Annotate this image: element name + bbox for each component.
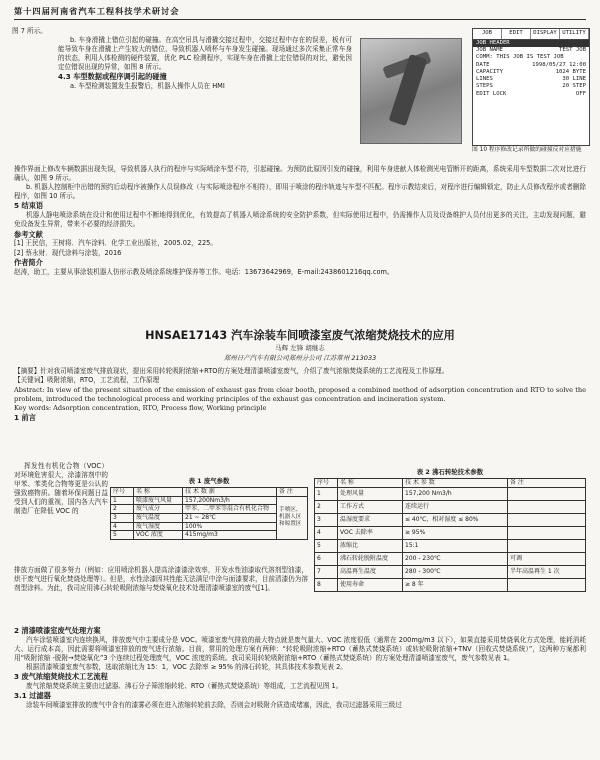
paragraph: 图 7 所示。: [12, 27, 47, 35]
table-header-row: 序号 名 称 技 术 数 据 备 注: [111, 487, 308, 496]
journal-header: 第十四届河南省汽车工程科技学术研讨会: [14, 6, 586, 20]
keywords-cn: 【关键词】吸附浓缩，RTO，工艺流程，工作原理: [14, 376, 160, 385]
table-row: 4 VOC 去除率 ≥ 95%: [315, 526, 586, 539]
table-row: 3 废气温度 21 ~ 28℃: [111, 513, 308, 522]
section-heading: 4.3 车型数据或程序调引起的碰撞: [58, 72, 167, 82]
tab-job: JOB: [473, 29, 502, 39]
table-row: 1 喷漆废气风量 157,200Nm3/h 手喷区、机器人区和晾置区: [111, 496, 308, 505]
table-caption: 表 2 沸石转轮技术参数: [416, 468, 484, 476]
section-heading: 5 结束语: [14, 201, 44, 211]
paragraph: 排放方面做了很多努力（例如：应用喷涂机器人提高涂漆漆涂效率，开发水性油漆取代溶剂型油漆，烘干废气进行氧化焚烧处理等）。但是，水性涂漆因其性能无法满足中涂与面漆要求，目前清漆仍为溶剂型涂料。为此，我司应用沸石转轮吸附浓缩与焚烧氧化技术处理清漆喷漆室的废气[1]。: [14, 566, 308, 593]
author-heading: 作者简介: [14, 257, 43, 267]
pendant-row: DATE 1998/05/27 12:00: [476, 61, 586, 68]
bottom-section: [14, 626, 586, 710]
paragraph: 涂装车间喷漆室排放的废气中含有的漆雾必须在进入浓缩转轮前去除，否则会对吸附介质造成堵塞，因此，我司过滤器采用三级过: [26, 701, 402, 710]
table-row: 8 使用寿命 ≥ 8 年: [315, 578, 586, 591]
table-row: 4 废气湿度 100%: [111, 522, 308, 531]
reference-item: [1] 王民信，王树将．汽车涂料．化学工业出版社，2005.02，225。: [14, 239, 217, 248]
table: [314, 478, 586, 592]
table-2: [314, 468, 586, 592]
paragraph: 根据清漆喷漆室废气参数，选取浓缩比为 15：1，VOC 去除率 ≥ 95% 的沸石转轮，其具体技术参数见表 2。: [26, 663, 347, 672]
paragraph: 汽车涂装喷漆室内连续换风，排放废气中主要成分是 VOC。喷漆室废气排放的最大特点就是废气量大、VOC 浓度很低（通常在 200mg/m3 以下），如果直接采用焚烧氧化方式处理，能耗消耗大、运行成本高，因此需要将喷漆室排放的废气进行浓缩。目前，常用的处理方案有两种：“转轮吸附浓缩+RTO（蓄热式焚烧系统）或转轮吸附浓缩+TNV（回收式焚烧系统）”，这两种方案都利用“吸附浓缩 -脱附→焚烧氧化”3 个连续过程处理废气，VOC 浓度的系统。我司采用转轮吸附浓缩+RTO（蓄热式焚烧系统）的方案处理清漆喷漆室废气，废气参数见表 1。: [14, 635, 586, 663]
pendant-row: EDIT LOCK OFF: [476, 90, 586, 97]
table-row: 7 高温再生温度 280 - 300℃ 半年高温再生 1 次: [315, 565, 586, 578]
pendant-row: JOB HEADER: [473, 40, 589, 47]
paragraph: b. 机器人控制柜中出错的预约后动程序被操作人员误修改（与实际喷涂程序不相符），即用于喷涂的程序轨迹与车型不匹配。程序示教结束后，对程序进行编辑锁定，防止人员修改程序或者删除程序，如图 10 所示。: [14, 183, 586, 201]
intro-continued: [14, 566, 308, 593]
pendant-tabs: [473, 29, 589, 40]
mid-section: [14, 165, 586, 277]
table-header-row: 序号 名 称 技 术 参 数 备 注: [315, 478, 586, 487]
table-row: 2 工作方式 连续运行: [315, 500, 586, 513]
tab-utility: UTILITY: [560, 29, 589, 39]
tab-display: DISPLAY: [531, 29, 560, 39]
abstract-cn: 【摘要】针对我司喷漆室废气排放现状，提出采用转轮吸附浓缩+RTO的方案处理清漆喷漆室废气，介绍了废气浓缩焚烧系统的工艺流程及工作原理。: [14, 367, 449, 375]
paragraph: a. 车型检测装置发生报警后，机器人操作人员在 HMI: [70, 82, 225, 91]
abstract-en: Abstract: In view of the present situation of the emission of exhaust gas from clear booth, proposed a combined method of adsorption concentration and RTO to solve the problem, introduced the technological process and working principles of the exhaust gas concentration and incineration system.: [14, 386, 586, 404]
pendant-row: LINES 30 LINE: [476, 76, 586, 83]
table-remark: 手喷区、机器人区和晾置区: [277, 496, 308, 539]
table-row: 6 沸石转轮脱附温度 200 - 230℃ 可调: [315, 552, 586, 565]
article-authors: 马辉 左锋 胡继志: [275, 344, 325, 352]
robot-photo: [360, 38, 462, 144]
keywords-en: Key words: Adsorption concentration, RTO, Process flow, Working principle: [14, 404, 267, 413]
table-1: [110, 477, 308, 540]
table: [110, 487, 308, 540]
paragraph: 操作界面上修改车辆数据出现失误，导致机器人执行的程序与实际喷涂车型不符，引起碰撞。为预防此原因引发的碰撞，利用车身进献人体检测光电管断开的距离，系统采用车型数据二次对比进行确认，如图 9 所示。: [14, 165, 586, 183]
paragraph: 挥发性有机化合物（VOC）对环境危害很大，涂漆溶剂中的甲苯、苯类化合物等更是公认的强致癌物质。随着环保问题日益受到人们的重视，国内各大汽车制造厂在降低 VOC 的: [14, 462, 108, 516]
paragraph: 机器人静电喷涂系统在设计和使用过程中不断地得到优化，有效提高了机器人喷涂系统的安全防护系数，但实际使用过程中，仍需操作人员及设备维护人员付出更多的关注，主动发现问题，避免设备发生异常，带来不必要的经济损失。: [14, 211, 586, 229]
pendant-row: CAPACITY 1024 BYTE: [476, 68, 586, 75]
teach-pendant-screen: [472, 28, 590, 146]
reference-item: [2] 蔡永财．现代涂料与涂装，2016: [14, 248, 122, 257]
pendant-row: JOB NAME TEST JOB: [476, 46, 586, 53]
pendant-row: COMM: THIS JOB IS TEST JOB: [476, 54, 564, 61]
paragraph: b. 车身滑撬上错位引起的碰撞。在高空吊具与滑撬交接过程中，交接过程中存在的误差，板有可能导致车身在滑撬上产生较大的错位，导致机器人喷杯与车身发生碰撞。现场通过多次采集正常车身的状态，利用人体检测的硬件装置，优化 PLC 检测程序，实现车身在滑撬上定位错误的对比，避免因定位错误出现的异常，如图 8 所示。: [58, 36, 352, 72]
section-heading: 3 废气浓缩焚烧技术工艺流程: [14, 672, 108, 682]
article-affiliation: 郑州日产汽车有限公司郑州分公司 江苏常州 213033: [223, 354, 377, 362]
abstract-block: [14, 367, 586, 423]
section-heading: 3.1 过滤器: [14, 691, 51, 701]
table-row: 5 VOC 浓度 415mg/m3: [111, 531, 308, 540]
table-row: 2 废气成分 甲苯、二甲苯等混合有机化合物: [111, 505, 308, 514]
tab-edit: EDIT: [502, 29, 531, 39]
paragraph: 废气浓缩焚烧系统主要由过滤器、沸石分子筛浓缩转轮、RTO（蓄热式焚烧系统）等组成，工艺流程见图 1。: [26, 682, 343, 691]
references-heading: 参考文献: [14, 229, 43, 239]
table-caption: 表 1 废气参数: [188, 477, 230, 485]
table-row: 1 处理风量 157,200 Nm3/h: [315, 487, 586, 500]
pendant-row: STEPS 20 STEP: [476, 83, 586, 90]
table-row: 5 浓缩比 15:1: [315, 539, 586, 552]
author-bio: 赵涛，助工，主要从事涂装机器人仿形示教及喷涂系统维护保养等工作。电话：13673642969，E-mail:2438601216qq.com。: [14, 267, 394, 276]
section-heading: 1 前言: [14, 413, 36, 423]
intro-narrow-text: [14, 462, 108, 517]
figure-10: [360, 28, 588, 160]
top-left-column: [12, 27, 352, 92]
figure-caption: 图 10 程序修改记录所做的碰撞反对应措施: [472, 147, 582, 153]
table-row: 3 温湿度要求 ≤ 40℃，相对湿度 ≤ 80%: [315, 513, 586, 526]
article-title: HNSAE17143 汽车涂装车间喷漆室废气浓缩焚烧技术的应用: [145, 329, 455, 342]
section-heading: 2 清漆喷漆室废气处理方案: [14, 626, 101, 635]
